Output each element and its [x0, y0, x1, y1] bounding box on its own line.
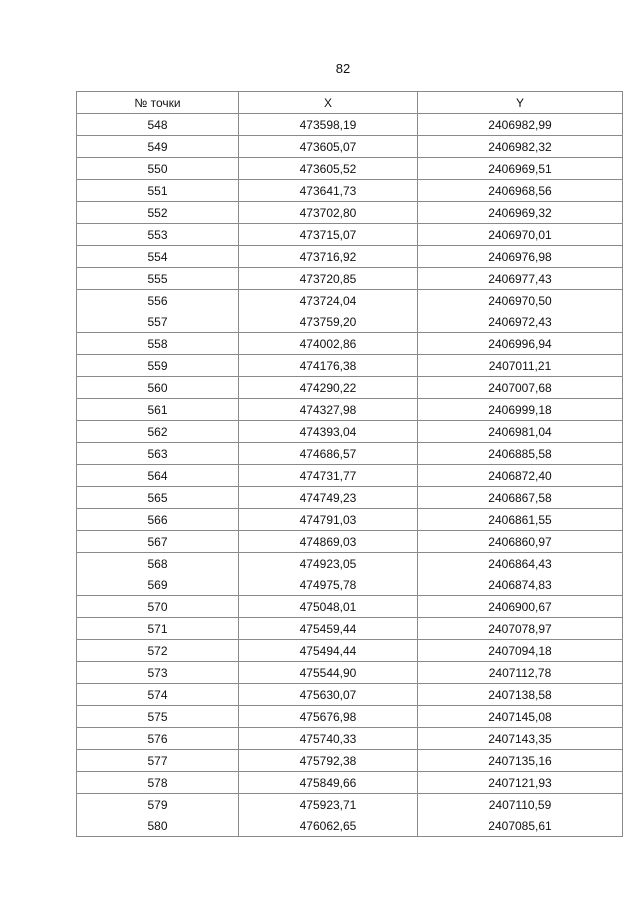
x-coordinate-cell: 474869,03: [239, 531, 418, 553]
y-coordinate-cell: 2406872,40: [418, 465, 623, 487]
point-number-cell: 559: [77, 355, 239, 377]
table-row: [77, 728, 623, 750]
x-coordinate-cell: 475849,66: [239, 772, 418, 794]
point-number-cell: 551: [77, 180, 239, 202]
point-number-cell: 568: [77, 553, 239, 575]
x-coordinate-cell: 475676,98: [239, 706, 418, 728]
y-coordinate-cell: 2406977,43: [418, 268, 623, 290]
table-row: [77, 246, 623, 268]
table-row: [77, 224, 623, 246]
table-row: [77, 574, 623, 596]
x-coordinate-cell: 474327,98: [239, 399, 418, 421]
y-coordinate-cell: 2406900,67: [418, 596, 623, 618]
table-row: [77, 114, 623, 136]
y-coordinate-cell: 2407145,08: [418, 706, 623, 728]
y-coordinate-cell: 2406970,50: [418, 290, 623, 312]
y-coordinate-cell: 2406981,04: [418, 421, 623, 443]
x-coordinate-cell: 475740,33: [239, 728, 418, 750]
x-coordinate-cell: 475459,44: [239, 618, 418, 640]
x-coordinate-cell: 473716,92: [239, 246, 418, 268]
table-row: [77, 815, 623, 837]
x-coordinate-cell: 475630,07: [239, 684, 418, 706]
column-header-x: X: [239, 92, 418, 114]
header-row: [77, 92, 623, 114]
x-coordinate-cell: 474290,22: [239, 377, 418, 399]
point-number-cell: 558: [77, 333, 239, 355]
y-coordinate-cell: 2406969,32: [418, 202, 623, 224]
x-coordinate-cell: 473724,04: [239, 290, 418, 312]
y-coordinate-cell: 2407085,61: [418, 815, 623, 837]
point-number-cell: 566: [77, 509, 239, 531]
point-number-cell: 554: [77, 246, 239, 268]
page-number: 82: [335, 61, 351, 76]
table-row: [77, 465, 623, 487]
point-number-cell: 552: [77, 202, 239, 224]
column-header-point-number: № точки: [77, 92, 239, 114]
point-number-cell: 574: [77, 684, 239, 706]
point-number-cell: 569: [77, 574, 239, 596]
point-number-cell: 572: [77, 640, 239, 662]
table-row: [77, 706, 623, 728]
point-number-cell: 577: [77, 750, 239, 772]
y-coordinate-cell: 2406968,56: [418, 180, 623, 202]
point-number-cell: 563: [77, 443, 239, 465]
y-coordinate-cell: 2406864,43: [418, 553, 623, 575]
x-coordinate-cell: 474002,86: [239, 333, 418, 355]
y-coordinate-cell: 2407143,35: [418, 728, 623, 750]
table-row: [77, 333, 623, 355]
table-row: [77, 640, 623, 662]
y-coordinate-cell: 2406867,58: [418, 487, 623, 509]
x-coordinate-cell: 474791,03: [239, 509, 418, 531]
x-coordinate-cell: 473605,52: [239, 158, 418, 180]
point-number-cell: 571: [77, 618, 239, 640]
point-number-cell: 556: [77, 290, 239, 312]
table-row: [77, 136, 623, 158]
table-row: [77, 531, 623, 553]
table-row: [77, 662, 623, 684]
table-row: [77, 355, 623, 377]
table-row: [77, 311, 623, 333]
x-coordinate-cell: 473641,73: [239, 180, 418, 202]
x-coordinate-cell: 474923,05: [239, 553, 418, 575]
x-coordinate-cell: 474393,04: [239, 421, 418, 443]
table-row: [77, 509, 623, 531]
x-coordinate-cell: 474975,78: [239, 574, 418, 596]
x-coordinate-cell: 474176,38: [239, 355, 418, 377]
table-row: [77, 553, 623, 575]
point-number-cell: 548: [77, 114, 239, 136]
x-coordinate-cell: 474686,57: [239, 443, 418, 465]
y-coordinate-cell: 2406969,51: [418, 158, 623, 180]
y-coordinate-cell: 2407110,59: [418, 794, 623, 816]
point-number-cell: 565: [77, 487, 239, 509]
table-row: [77, 268, 623, 290]
table-row: [77, 421, 623, 443]
point-number-cell: 553: [77, 224, 239, 246]
y-coordinate-cell: 2406976,98: [418, 246, 623, 268]
y-coordinate-cell: 2406999,18: [418, 399, 623, 421]
table-body: [77, 114, 623, 837]
y-coordinate-cell: 2407138,58: [418, 684, 623, 706]
y-coordinate-cell: 2407121,93: [418, 772, 623, 794]
x-coordinate-cell: 474731,77: [239, 465, 418, 487]
x-coordinate-cell: 475923,71: [239, 794, 418, 816]
y-coordinate-cell: 2407007,68: [418, 377, 623, 399]
y-coordinate-cell: 2407078,97: [418, 618, 623, 640]
point-number-cell: 555: [77, 268, 239, 290]
y-coordinate-cell: 2406972,43: [418, 311, 623, 333]
point-number-cell: 575: [77, 706, 239, 728]
table-row: [77, 290, 623, 312]
y-coordinate-cell: 2406861,55: [418, 509, 623, 531]
x-coordinate-cell: 476062,65: [239, 815, 418, 837]
point-number-cell: 561: [77, 399, 239, 421]
y-coordinate-cell: 2406874,83: [418, 574, 623, 596]
y-coordinate-cell: 2407094,18: [418, 640, 623, 662]
y-coordinate-cell: 2406996,94: [418, 333, 623, 355]
point-number-cell: 557: [77, 311, 239, 333]
table-row: [77, 443, 623, 465]
x-coordinate-cell: 473759,20: [239, 311, 418, 333]
y-coordinate-cell: 2406982,32: [418, 136, 623, 158]
table-row: [77, 794, 623, 816]
point-number-cell: 562: [77, 421, 239, 443]
table-row: [77, 596, 623, 618]
column-header-y: Y: [418, 92, 623, 114]
x-coordinate-cell: 475494,44: [239, 640, 418, 662]
y-coordinate-cell: 2406970,01: [418, 224, 623, 246]
y-coordinate-cell: 2406885,58: [418, 443, 623, 465]
x-coordinate-cell: 474749,23: [239, 487, 418, 509]
x-coordinate-cell: 473715,07: [239, 224, 418, 246]
y-coordinate-cell: 2407135,16: [418, 750, 623, 772]
coordinates-table: [76, 91, 623, 837]
point-number-cell: 567: [77, 531, 239, 553]
table-header: [77, 92, 623, 114]
x-coordinate-cell: 475792,38: [239, 750, 418, 772]
point-number-cell: 570: [77, 596, 239, 618]
point-number-cell: 573: [77, 662, 239, 684]
point-number-cell: 578: [77, 772, 239, 794]
table-row: [77, 202, 623, 224]
table-row: [77, 158, 623, 180]
point-number-cell: 549: [77, 136, 239, 158]
table-row: [77, 750, 623, 772]
point-number-cell: 576: [77, 728, 239, 750]
x-coordinate-cell: 473605,07: [239, 136, 418, 158]
table-row: [77, 487, 623, 509]
y-coordinate-cell: 2406982,99: [418, 114, 623, 136]
x-coordinate-cell: 473598,19: [239, 114, 418, 136]
point-number-cell: 580: [77, 815, 239, 837]
x-coordinate-cell: 475048,01: [239, 596, 418, 618]
table-row: [77, 772, 623, 794]
point-number-cell: 579: [77, 794, 239, 816]
table-row: [77, 399, 623, 421]
table-row: [77, 377, 623, 399]
table-row: [77, 684, 623, 706]
x-coordinate-cell: 473702,80: [239, 202, 418, 224]
y-coordinate-cell: 2407011,21: [418, 355, 623, 377]
table-row: [77, 618, 623, 640]
point-number-cell: 550: [77, 158, 239, 180]
y-coordinate-cell: 2407112,78: [418, 662, 623, 684]
point-number-cell: 560: [77, 377, 239, 399]
point-number-cell: 564: [77, 465, 239, 487]
x-coordinate-cell: 473720,85: [239, 268, 418, 290]
table-row: [77, 180, 623, 202]
x-coordinate-cell: 475544,90: [239, 662, 418, 684]
y-coordinate-cell: 2406860,97: [418, 531, 623, 553]
